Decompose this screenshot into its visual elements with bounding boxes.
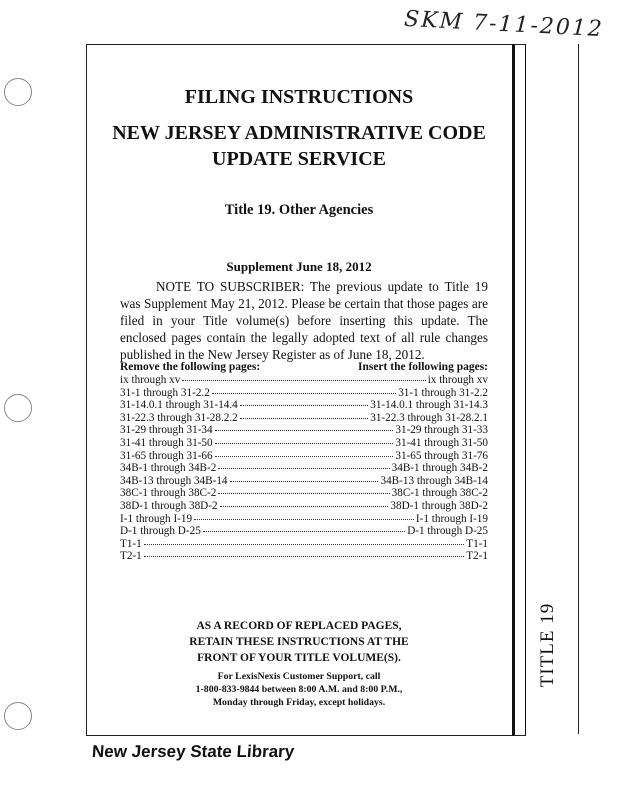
insert-pages: T1-1: [466, 537, 488, 550]
dot-leader: [218, 468, 389, 469]
supplement-date: Supplement June 18, 2012: [226, 259, 372, 274]
table-row: [120, 550, 488, 563]
dot-leader: [203, 531, 405, 532]
table-row: [120, 387, 488, 400]
support-line-1: For LexisNexis Customer Support, call: [217, 671, 381, 682]
dot-leader: [240, 418, 368, 419]
dot-leader: [144, 544, 465, 545]
table-row: [120, 538, 488, 551]
insert-pages: D-1 through D-25: [407, 525, 488, 538]
insert-pages: T2-1: [466, 550, 488, 563]
dot-leader: [212, 393, 396, 394]
table-row: [120, 525, 488, 538]
handwritten-initials-date: SKM 7-11-2012: [403, 6, 605, 43]
insert-pages: I-1 through I-19: [415, 512, 488, 525]
spine-label: [518, 600, 578, 690]
dot-leader: [220, 506, 389, 507]
spine-label-text: TITLE 19: [537, 602, 558, 688]
record-line-1: AS A RECORD OF REPLACED PAGES,: [196, 620, 402, 632]
insert-pages: 31-14.0.1 through 31-14.3: [370, 399, 488, 412]
remove-pages: 31-29 through 31-34: [120, 424, 213, 437]
dot-leader: [215, 456, 394, 457]
right-margin-line: [578, 44, 579, 734]
insert-pages: 38D-1 through 38D-2: [390, 499, 488, 512]
insert-pages: 34B-1 through 34B-2: [391, 462, 488, 475]
title-name: Title 19. Other Agencies: [224, 202, 374, 218]
remove-pages: 31-65 through 31-66: [120, 449, 213, 462]
support-line-2: 1-800-833-9844 between 8:00 A.M. and 8:00 P.M.,: [195, 684, 403, 695]
table-row: [120, 437, 488, 450]
heading-code-name: NEW JERSEY ADMINISTRATIVE CODE: [112, 122, 486, 144]
dot-leader: [182, 380, 425, 381]
dot-leader: [230, 481, 379, 482]
remove-pages: D-1 through D-25: [120, 525, 201, 538]
table-row: [120, 424, 488, 437]
pages-table: [120, 361, 488, 563]
punch-hole: [4, 394, 32, 422]
record-line-2: RETAIN THESE INSTRUCTIONS AT THE: [189, 636, 409, 648]
remove-pages: 31-41 through 31-50: [120, 436, 213, 449]
dot-leader: [218, 493, 389, 494]
table-row: [120, 513, 488, 526]
remove-pages: 31-1 through 31-2.2: [120, 386, 210, 399]
table-row: [120, 500, 488, 513]
insert-pages: ix through xv: [427, 374, 488, 386]
heading-filing-instructions: FILING INSTRUCTIONS: [184, 86, 414, 108]
dot-leader: [144, 556, 465, 557]
remove-pages: 31-14.0.1 through 31-14.4: [120, 399, 238, 412]
table-row: [120, 399, 488, 412]
library-stamp: New Jersey State Library: [91, 742, 295, 761]
support-line-3: Monday through Friday, except holidays.: [212, 697, 386, 708]
insert-header: Insert the following pages:: [357, 361, 488, 373]
insert-pages: 31-65 through 31-76: [395, 449, 488, 462]
punch-hole: [4, 702, 32, 730]
record-line-3: FRONT OF YOUR TITLE VOLUME(S).: [197, 652, 401, 664]
insert-pages: 34B-13 through 34B-14: [380, 474, 488, 487]
table-row: [120, 412, 488, 425]
remove-pages: 31-22.3 through 31-28.2.2: [120, 411, 238, 424]
dot-leader: [215, 430, 394, 431]
insert-pages: 31-41 through 31-50: [395, 436, 488, 449]
remove-pages: 38C-1 through 38C-2: [120, 487, 217, 500]
remove-pages: 34B-13 through 34B-14: [120, 474, 228, 487]
dot-leader: [194, 519, 414, 520]
table-row: [120, 487, 488, 500]
heading-update-service: UPDATE SERVICE: [212, 148, 386, 170]
insert-pages: 31-1 through 31-2.2: [398, 386, 488, 399]
table-row: [120, 374, 488, 387]
insert-pages: 31-29 through 31-33: [395, 424, 488, 437]
dot-leader: [215, 443, 394, 444]
table-row: [120, 450, 488, 463]
remove-header: Remove the following pages:: [120, 361, 261, 373]
remove-pages: T2-1: [120, 550, 142, 563]
insert-pages: 38C-1 through 38C-2: [391, 487, 488, 500]
remove-pages: 34B-1 through 34B-2: [120, 462, 217, 475]
remove-pages: ix through xv: [120, 374, 181, 386]
note-to-subscriber: NOTE TO SUBSCRIBER: The previous update to Title 19 was Supplement May 21, 2012. Please be certain that those pages are filed in your Title volume(s) before inserting this update. The enclosed pages contain the legally adopted text of all rule changes published in the New Jersey Register as of June 18, 2012.: [120, 279, 488, 362]
table-row: [120, 462, 488, 475]
remove-pages: 38D-1 through 38D-2: [120, 499, 218, 512]
table-row: [120, 475, 488, 488]
table-header: [120, 361, 488, 374]
insert-pages: 31-22.3 through 31-28.2.1: [370, 411, 488, 424]
remove-pages: T1-1: [120, 537, 142, 550]
punch-hole: [4, 78, 32, 106]
dot-leader: [240, 405, 368, 406]
remove-pages: I-1 through I-19: [120, 512, 193, 525]
table-rows: [120, 374, 488, 563]
